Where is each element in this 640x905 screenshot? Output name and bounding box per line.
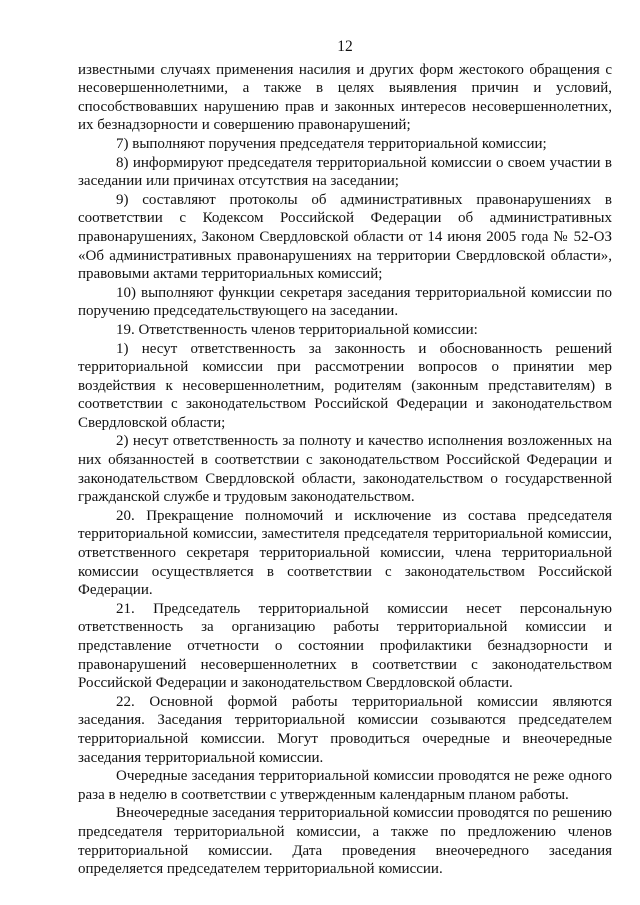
paragraph-item-8: 8) информируют председателя территориальной комиссии о своем участии в заседании или причинах отсутствия на заседании; — [78, 154, 612, 190]
paragraph-section-19-item-1: 1) несут ответственность за законность и обоснованность решений территориальной комиссии при рассмотрении вопросов о принятии мер воздействия к несовершеннолетним, родителям (законным представителям) в соответствии с законодательством Российской Федерации и законодательством Свердловской области; — [78, 340, 612, 431]
paragraph-regular-meetings: Очередные заседания территориальной комиссии проводятся не реже одного раза в неделю в соответствии с утвержденным календарным планом работы. — [78, 768, 612, 803]
paragraph-extraordinary-meetings: Внеочередные заседания территориальной комиссии проводятся по решению председателя территориальной комиссии, а также по предложению членов территориальной комиссии. Дата проведения внеочередного заседания определяется председателем территориальной комиссии. — [78, 805, 612, 878]
paragraph-item-9: 9) составляют протоколы об административных правонарушениях в соответствии с Кодексом Российской Федерации об административных правонарушениях, Законом Свердловской области от 14 июня 2005 года № 52-ОЗ «Об административных правонарушениях на территории Свердловской области», правовыми актами территориальных комиссий; — [78, 191, 612, 283]
paragraph-section-19-item-2: 2) несут ответственность за полноту и качество исполнения возложенных на них обязанностей в соответствии с законодательством Российской Федерации и законодательством Свердловской области, законодательством о государственной гражданской службе и трудовым законодательством. — [78, 433, 612, 506]
paragraph-section-19: 19. Ответственность членов территориальной комиссии: — [116, 321, 478, 338]
paragraph-section-22: 22. Основной формой работы территориальной комиссии являются заседания. Заседания территориальной комиссии созываются председателем территориальной комиссии. Могут проводиться очередные и внеочередные заседания территориальной комиссии. — [78, 693, 612, 766]
paragraph-item-10: 10) выполняют функции секретаря заседания территориальной комиссии по поручению председательствующего на заседании. — [78, 284, 612, 320]
paragraph-continuation: известными случаях применения насилия и других форм жестокого обращения с несовершеннолетними, а также в целях выявления причин и условий, способствовавших нарушению прав и законных интересов несовершеннолетних, их безнадзорности и совершению правонарушений; — [78, 61, 612, 134]
paragraph-section-20: 20. Прекращение полномочий и исключение из состава председателя территориальной комиссии, заместителя председателя территориальной комиссии, ответственного секретаря территориальной комиссии, члена территориальной комиссии осуществляется в соответствии с законодательством Российской Федерации. — [78, 507, 612, 599]
paragraph-section-21: 21. Председатель территориальной комиссии несет персональную ответственность за организацию работы территориальной комиссии и представление отчетности о состоянии профилактики безнадзорности и правонарушений несовершеннолетних в соответствии с законодательством Российской Федерации и законодательством Свердловской области. — [78, 600, 612, 692]
paragraph-item-7: 7) выполняют поручения председателя территориальной комиссии; — [116, 135, 547, 152]
page-number: 12 — [337, 38, 353, 55]
document-page — [78, 38, 612, 879]
